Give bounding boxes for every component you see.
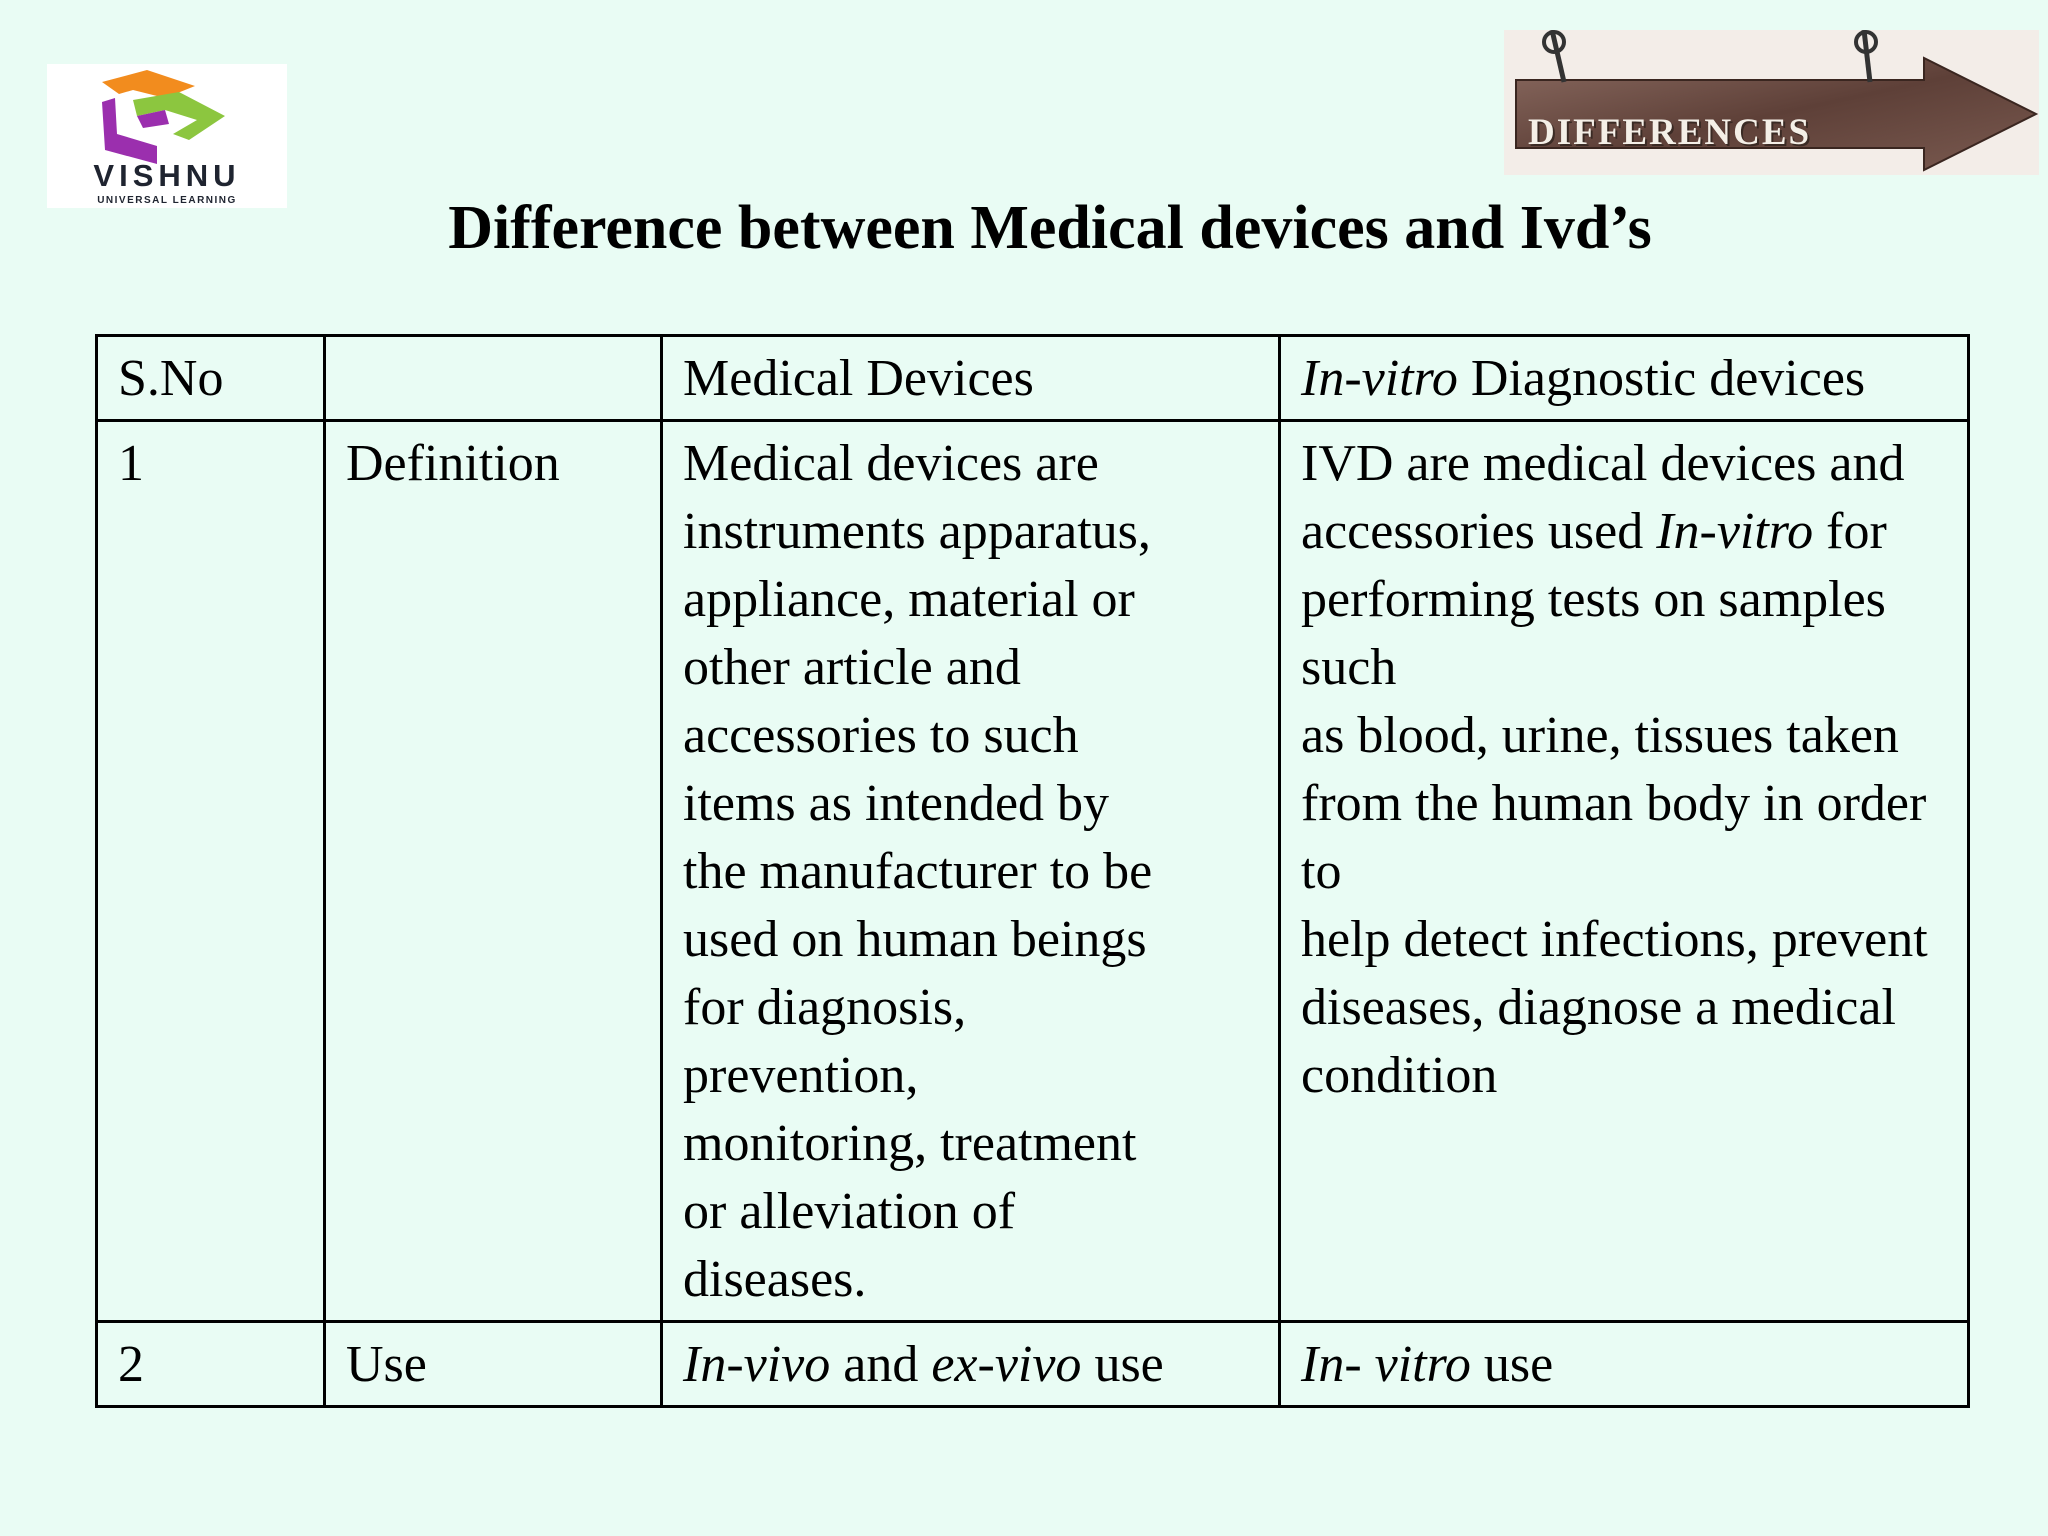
header-ivd-italic: In-vitro [1301, 350, 1458, 407]
header-sno: S.No [97, 336, 325, 421]
row1-ivd-part1: IVD are medical devices and accessories used [1301, 435, 1905, 560]
row2-ivd-italic: In- vitro [1301, 1336, 1471, 1393]
row2-medical-devices [662, 1322, 1280, 1407]
row1-label: Definition [325, 421, 662, 1322]
row2-md-end: use [1081, 1336, 1164, 1393]
row1-medical-devices: Medical devices are instruments apparatus, appliance, material or other article and accessories to such items as intended by the manufacturer to be used on human beings for diagnosis, prevention, monitoring, treatment or alleviation of diseases. [662, 421, 1280, 1322]
differences-banner [1504, 30, 2039, 175]
table-header-row [97, 336, 1969, 421]
page-title: Difference between Medical devices and Ivd’s [448, 194, 1652, 262]
comparison-table [95, 334, 1970, 1408]
row2-label: Use [325, 1322, 662, 1407]
banner-text: DIFFERENCES [1528, 112, 1812, 153]
logo-tagline: UNIVERSAL LEARNING [97, 195, 237, 206]
vishnu-logo [47, 64, 287, 208]
row2-md-italic1: In-vivo [683, 1336, 831, 1393]
row2-ivd-end: use [1470, 1336, 1554, 1393]
logo-name: VISHNU [93, 158, 241, 193]
row2-sno: 2 [97, 1322, 325, 1407]
row1-sno: 1 [97, 421, 325, 1322]
row1-ivd [1280, 421, 1969, 1322]
table-row [97, 1322, 1969, 1407]
header-medical-devices: Medical Devices [662, 336, 1280, 421]
row1-ivd-italic: In-vitro [1656, 503, 1814, 560]
row2-md-italic2: ex-vivo [931, 1336, 1082, 1393]
row2-ivd [1280, 1322, 1969, 1407]
header-label [325, 336, 662, 421]
header-ivd-rest: Diagnostic devices [1457, 350, 1866, 407]
table-row [97, 421, 1969, 1322]
arrow-icon [1504, 30, 2039, 175]
row1-ivd-part2: for performing tests on samples such as blood, urine, tissues taken from the human body in order to help detect infections, prevent diseases, diagnose a medical condition [1301, 503, 1928, 1104]
header-ivd [1280, 336, 1969, 421]
row2-md-mid: and [830, 1336, 932, 1393]
